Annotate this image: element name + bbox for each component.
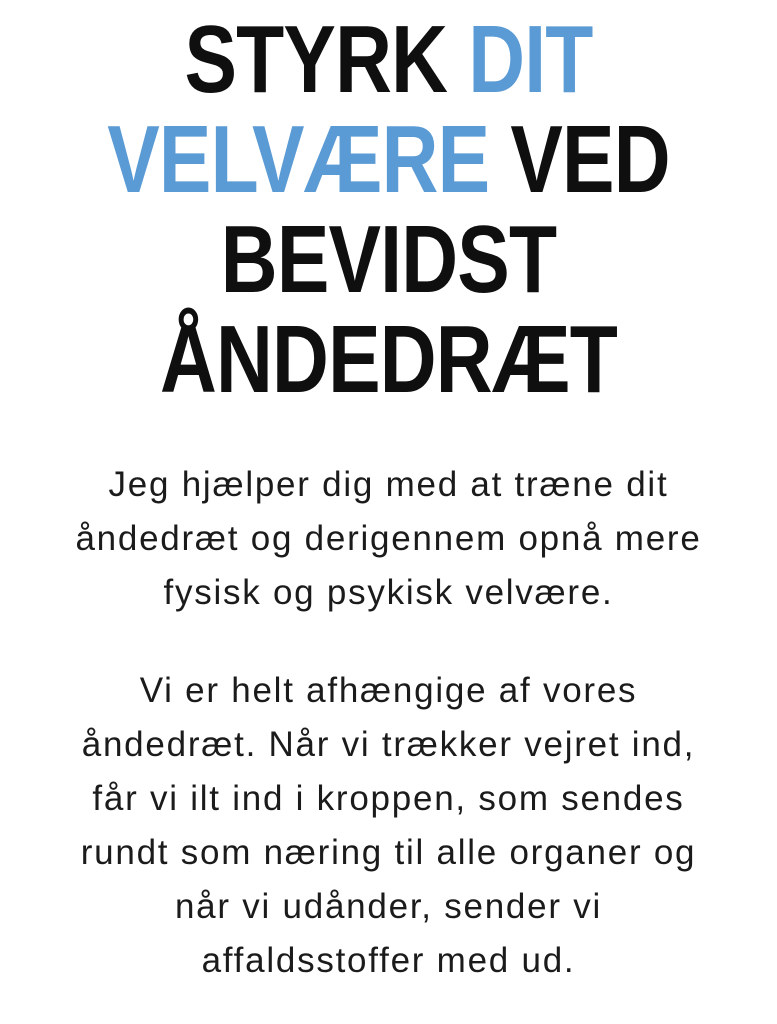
title-word-ved: VED: [489, 106, 670, 213]
title-word-styrk: STYRK: [184, 6, 469, 113]
paragraph-line: affaldsstoffer med ud.: [201, 941, 576, 980]
intro-paragraph: [0, 458, 777, 620]
paragraph-line: Jeg hjælper dig med at træne dit: [108, 465, 669, 504]
paragraph-line: rundt som næring til alle organer og: [80, 833, 697, 872]
title-line-4: [70, 306, 707, 413]
title-line-1: [70, 6, 707, 113]
body-paragraph: [0, 664, 777, 988]
paragraph-line: fysisk og psykisk velvære.: [163, 573, 614, 612]
page-title: [70, 6, 707, 413]
title-word-velvaere: VELVÆRE: [107, 106, 490, 213]
title-word-dit: DIT: [468, 6, 593, 113]
paragraph-line: åndedræt og derigennem opnå mere: [75, 519, 702, 558]
title-word-aandedraet: ÅNDEDRÆT: [160, 306, 617, 413]
title-line-3: [70, 206, 707, 313]
paragraph-line: åndedræt. Når vi trækker vejret ind,: [81, 725, 696, 764]
paragraph-line: Vi er helt afhængige af vores: [139, 671, 638, 710]
title-line-2: [70, 106, 707, 213]
paragraph-line: får vi ilt ind i kroppen, som sendes: [92, 779, 685, 818]
title-word-bevidst: BEVIDST: [220, 206, 557, 313]
paragraph-line: når vi udånder, sender vi: [174, 887, 603, 926]
